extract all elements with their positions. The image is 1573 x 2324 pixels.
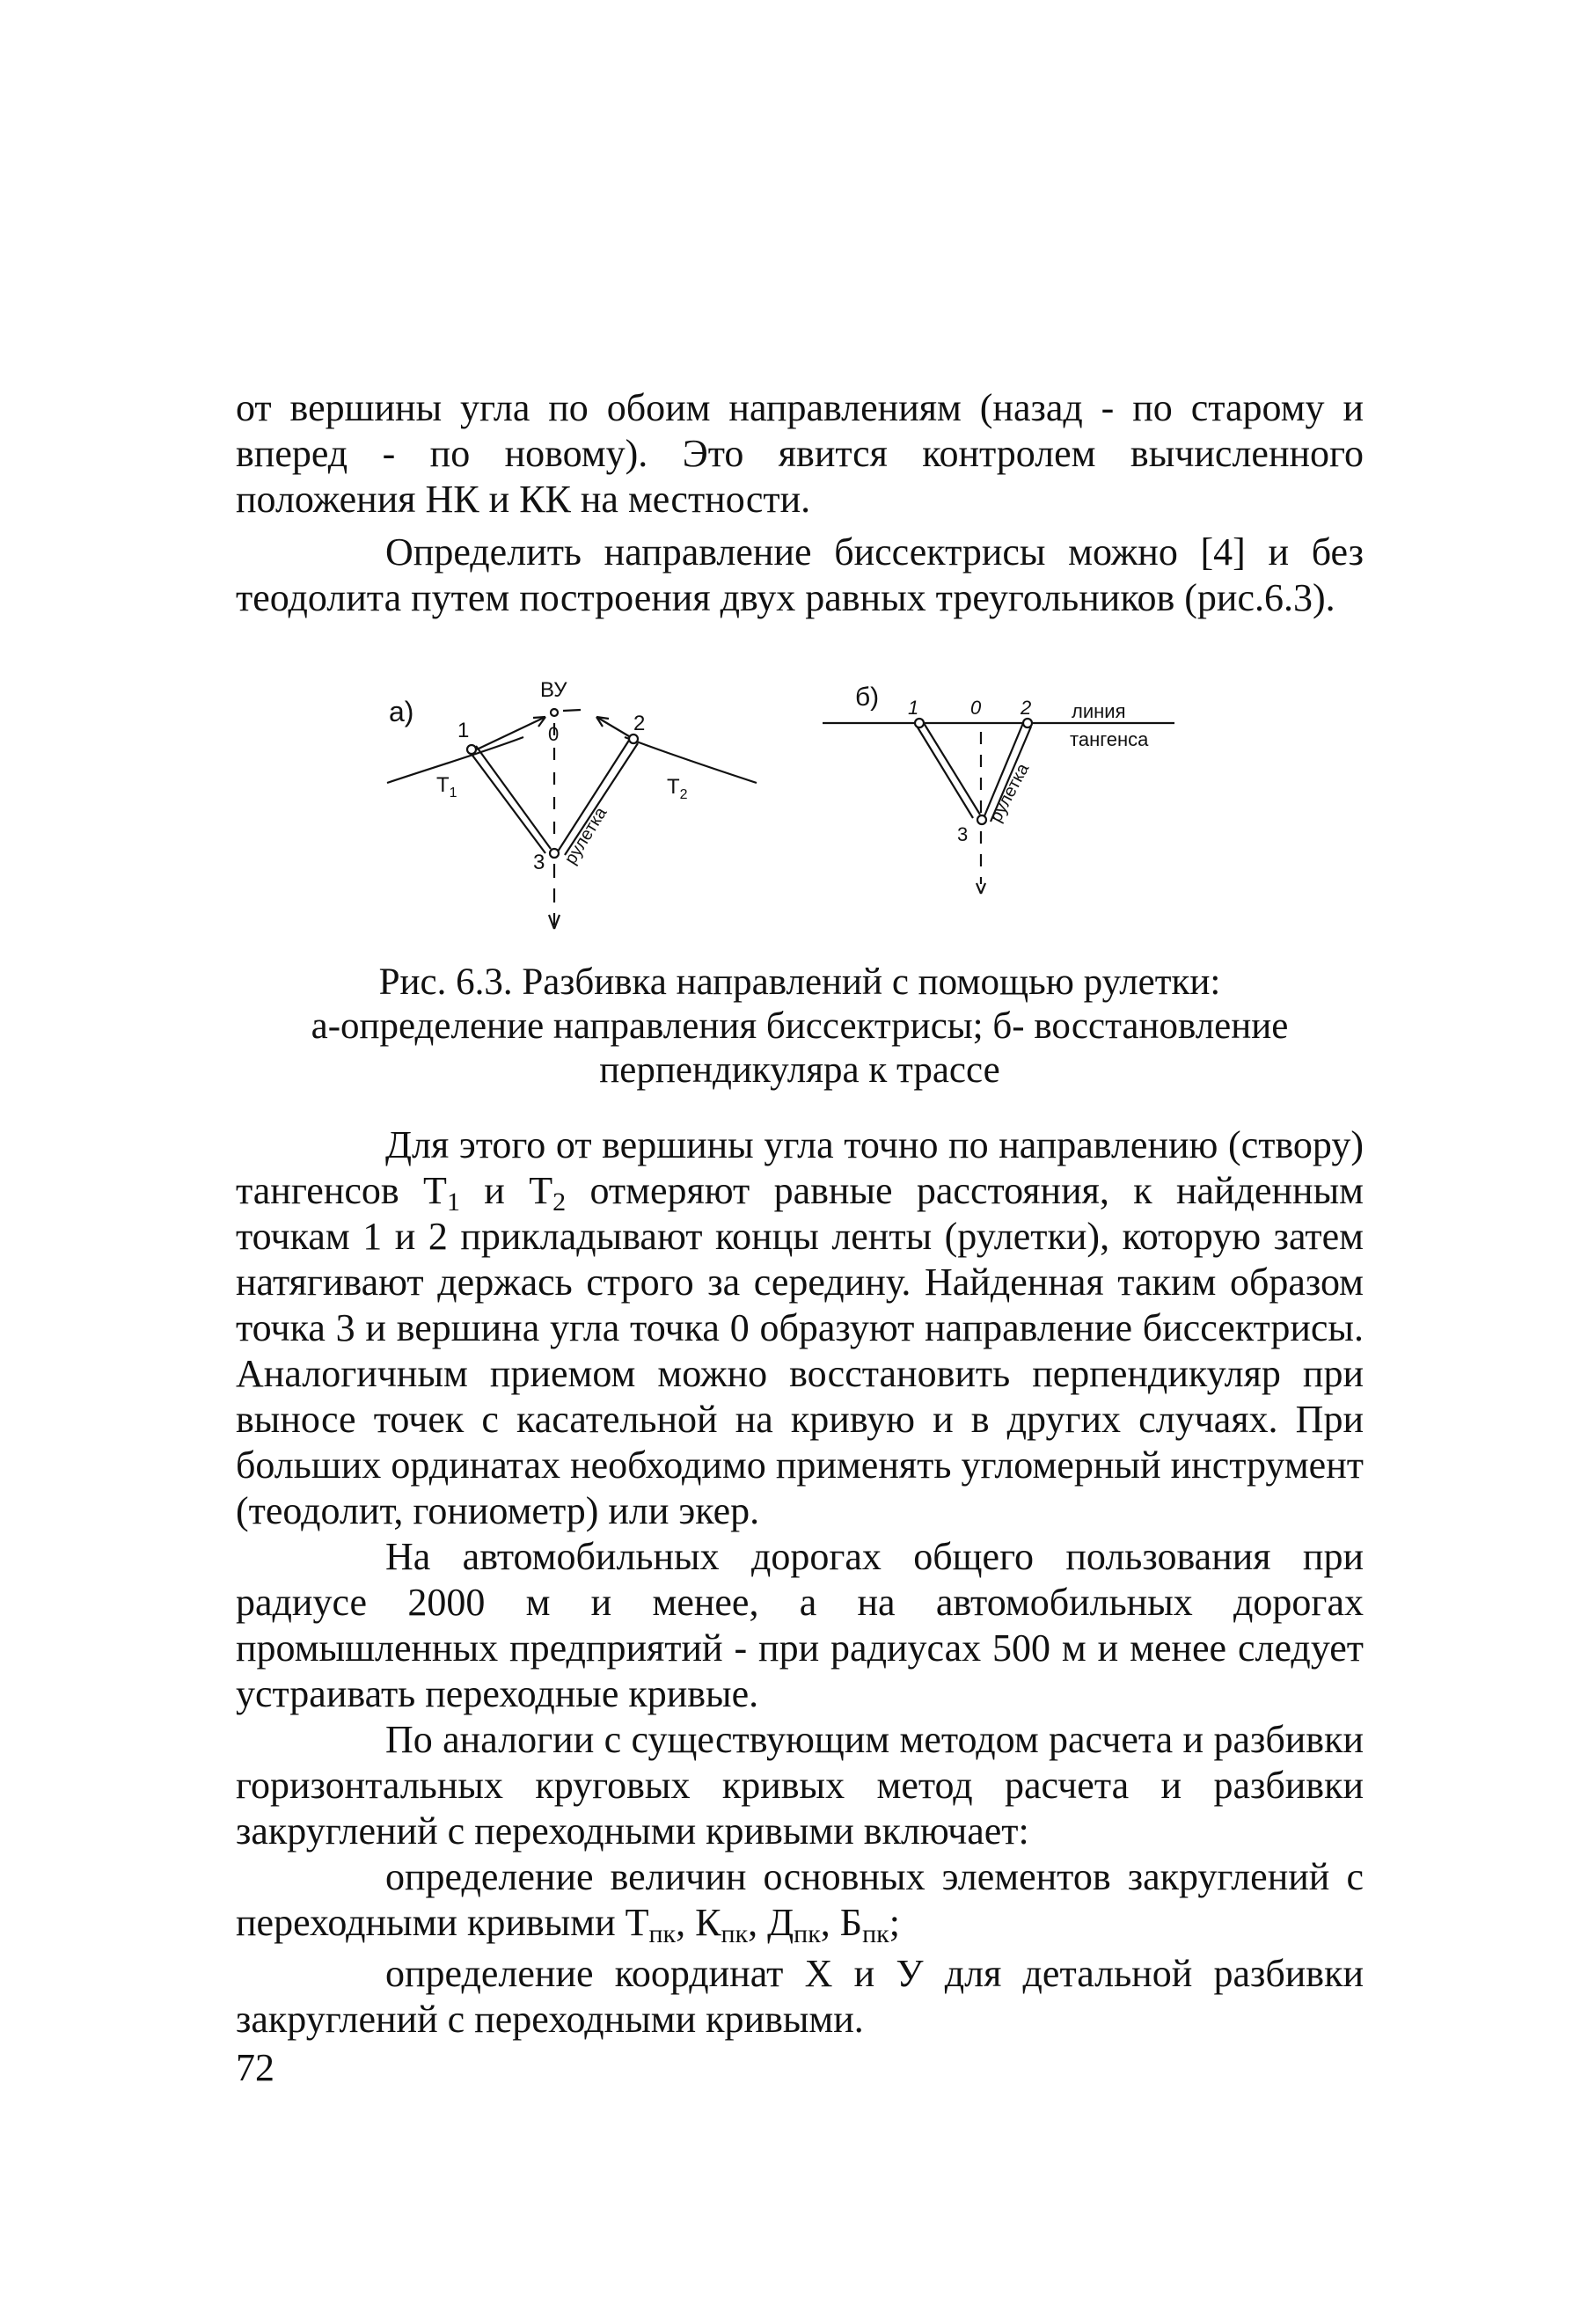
tangent-line-label-2: тангенса — [1070, 728, 1149, 750]
tangent-line-t1 — [387, 737, 523, 783]
figure-caption — [236, 961, 1364, 1093]
arrow-line-right — [596, 717, 633, 739]
tape-label-a: рулетка — [560, 803, 611, 868]
perpendicular-arrow — [977, 883, 985, 894]
point-0-a — [551, 709, 558, 716]
tape-leg-left — [468, 746, 551, 853]
paragraph-2: Определить направление биссектрисы можно [4] и без теодолита путем построения двух равных треугольников (рис.6.3). — [236, 530, 1364, 619]
figure-6-3 — [369, 669, 1232, 959]
point-2-a — [629, 734, 638, 743]
tangent-t2-label: $Т_2$ — [667, 775, 688, 802]
figure-a-label: а) — [389, 696, 414, 727]
paragraph-5: По аналогии с существующим методом расчета и разбивки горизонтальных круговых кривых метод расчета и разбивки закруглений с переходными кривыми включает: — [236, 1718, 1364, 1853]
point-3-a — [550, 849, 559, 858]
tangent-t1-label: $Т_1$ — [436, 773, 457, 800]
tape-leg-left-b — [915, 723, 980, 818]
paragraph-1: от вершины угла по обоим направлениям (назад - по старому и вперед - по новому). Это явится контролем вычисленного положения НК и КК на местности. — [236, 386, 1364, 521]
point-2-b-label: 2 — [1021, 697, 1032, 719]
arrow-line-left — [477, 717, 545, 749]
caption-line-3: перпендикуляра к трассе — [599, 1049, 1000, 1091]
paragraph-4: На автомобильных дорогах общего пользования при радиусе 2000 м и менее, а на автомобильных дорогах промышленных предприятий - при радиусах 500 м и менее следует устраивать переходные кривые. — [236, 1535, 1364, 1715]
arrow-head-right — [596, 717, 609, 727]
paragraph-7: определение координат Х и У для детальной разбивки закруглений с переходными кривыми. — [236, 1952, 1364, 2041]
point-3-b-label: 3 — [957, 823, 969, 845]
vertex-label: ВУ — [540, 678, 567, 702]
figure-diagram — [369, 669, 1232, 959]
caption-line-2: а-определение направления биссектрисы; б- восстановление — [311, 1005, 1289, 1047]
figure-b-label: б) — [855, 683, 880, 712]
point-1-b-label: 1 — [908, 697, 919, 719]
point-1-a — [467, 745, 476, 754]
point-2-b — [1023, 719, 1032, 727]
vertex-segment — [563, 710, 581, 711]
point-0-a-label: 0 — [548, 723, 560, 745]
text-block-top — [236, 385, 1364, 621]
tangent-line-t2 — [625, 737, 757, 783]
text-block-body — [236, 1122, 1364, 2043]
point-3-a-label: 3 — [533, 851, 545, 874]
point-1-b — [915, 719, 924, 727]
paragraph-3: Для этого от вершины угла точно по направлению (створу) тангенсов $Т_1$ и $Т_2$ отмеряют равные расстояния, к найденным точкам 1 и 2 прикладывают концы ленты (рулетки), которую затем натягивают держась строго за середину. Найденная таким образом точка 3 и вершина угла точка 0 образуют направление биссектрисы. Аналогичным приемом можно восстановить перпендикуляр при выносе точек с касательной на кривую и в других случаях. При больших ординатах необходимо применять угломерный инструмент (теодолит, гониометр) или экер. — [236, 1123, 1364, 1532]
paragraph-6: определение величин основных элементов закруглений с переходными кривыми $Т_{пк}$, $К_{пк}$, $Д_{пк}$, $Б_{пк}$; — [236, 1855, 1364, 1948]
point-1-a-label: 1 — [457, 719, 470, 742]
point-0-b-label: 0 — [970, 697, 982, 719]
figure-part-a — [387, 709, 757, 929]
tangent-line-label-1: линия — [1072, 700, 1126, 722]
point-3-b — [977, 815, 986, 824]
page-number: 72 — [236, 2046, 274, 2089]
tape-leg-right — [558, 739, 638, 855]
tape-label-b: рулетка — [985, 760, 1034, 826]
point-2-a-label: 2 — [633, 712, 646, 735]
caption-line-1: Рис. 6.3. Разбивка направлений с помощью рулетки: — [378, 961, 1221, 1003]
